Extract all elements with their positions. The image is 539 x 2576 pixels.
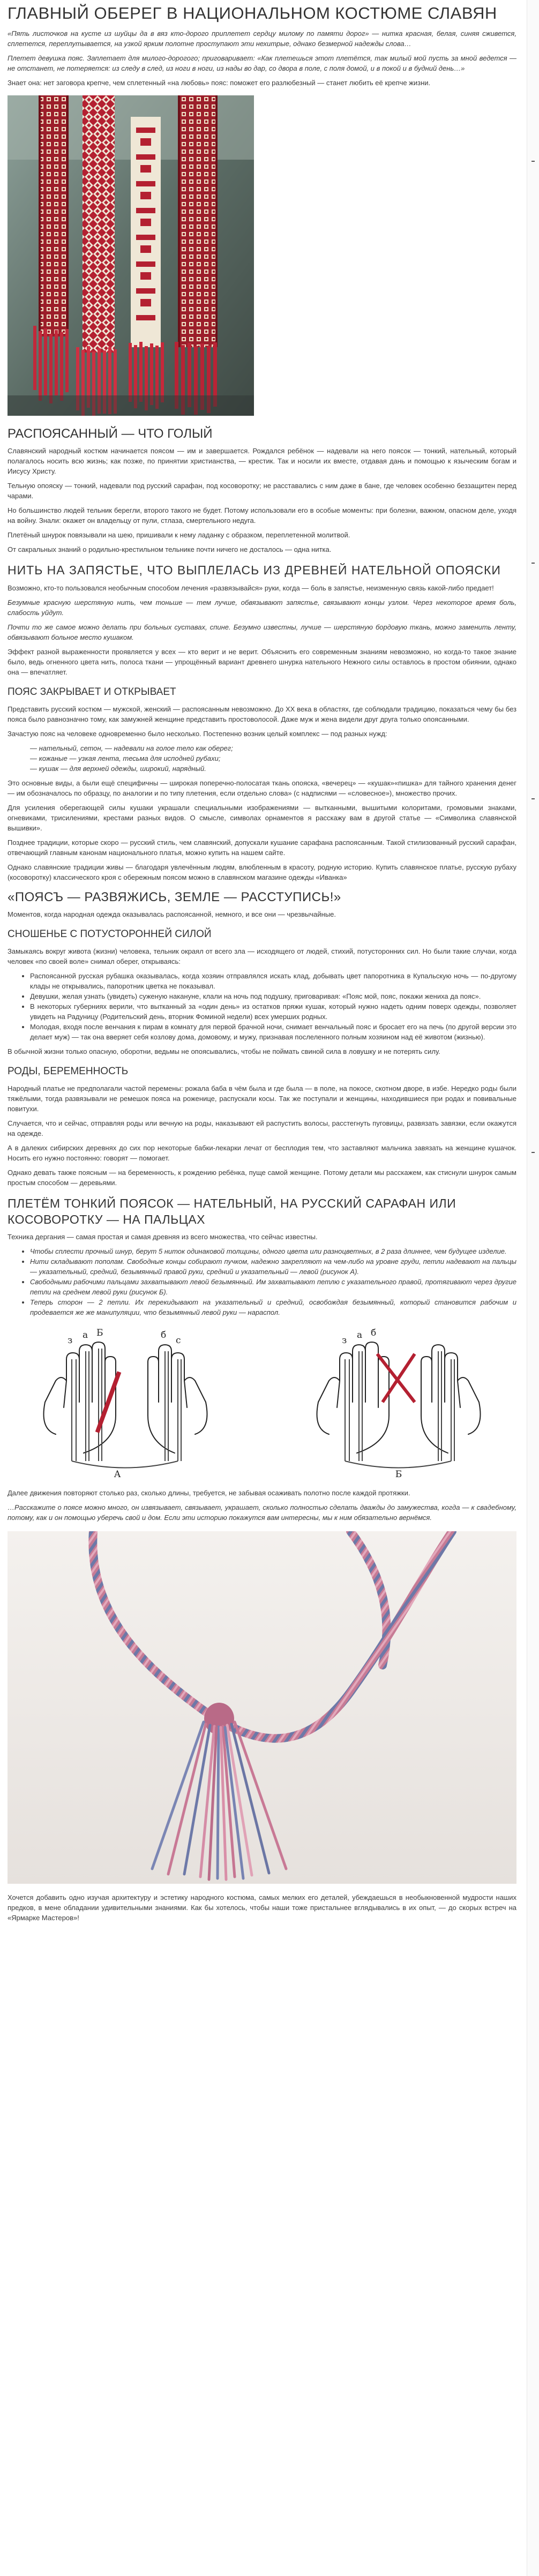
section-heading: РАСПОЯСАННЫЙ — ЧТО ГОЛЫЙ — [8, 426, 213, 441]
svg-text:б: б — [161, 1330, 167, 1341]
paragraph: …Расскажите о поясе можно много, он извязывает, связывает, украшает, сколько полностью сделать дважды до замужества, когда — к свадебному, потому, как и он помощью уберечь свой и дом. Если эти историю покажутся вам интересны, мы к ним обязательно вернёмся. — [8, 1503, 516, 1522]
paragraph: Безумные красную шерстяную нить, чем тоньше — тем лучше, обвязывают запястье, связывают концы узлом. Через некоторое время боль, слабость уйдут. — [8, 598, 516, 617]
yarn-belt-photo — [8, 1531, 516, 1884]
paragraph: Далее движения повторяют столько раз, сколько длины, требуется, не забывая осаживать полотно после каждой протяжки. — [8, 1489, 410, 1497]
intro-quote: «Пять листочков на кусте из шуйцы да в вяз кто-дорого приплетет сердцу милому по памяти дорог» — нитка красная, белая, синяя сживется, сплетется, переплутывается, на узкой ярким полотне проступают эти нехитрые, однако безмерной надежды слова… — [8, 29, 516, 48]
list-item: • Распоясанной русская рубашка оказывалась, когда хозяин отправлялся искать клад, добывать цвет папоротника в Купальскую ночь — по-другому клады не открывались, папоротник цветка не показывал. — [30, 971, 516, 991]
paragraph: Плетёный шнурок повязывали на шею, пришивали к нему ладанку с образком, переплетенной молитвой. — [8, 531, 350, 539]
paragraph: Для усиления оберегающей силы кушаки украшали специальными изображениями — вытканными, вышитыми колоритами, громовыми знаками, огневиками, трисилениями, крестами разных видов. О смысле, символах орнаментов я расскажу вам в другой статье — «Символика славянской вышивки». — [8, 804, 516, 832]
hands-right — [317, 1342, 481, 1453]
threads-right — [345, 1351, 454, 1468]
svg-text:а: а — [357, 1330, 363, 1341]
svg-text:с: с — [176, 1335, 181, 1346]
belt-types-list — [8, 743, 516, 774]
paragraph: Возможно, кто-то пользовался необычным способом лечения «развязывайся» руки, когда — боль в запястье, неизменную связь какой-либо предает! — [8, 584, 494, 592]
woven-belts-photo — [8, 95, 254, 416]
section-heading: НИТЬ НА ЗАПЯСТЬЕ, ЧТО ВЫПЛЕЛАСЬ ИЗ ДРЕВНЕЙ НАТЕЛЬНОЙ ОПОЯСКИ — [8, 563, 501, 577]
paragraph: Замыкаясь вокруг живота (жизни) человека, тельник окраял от всего зла — исходящего от людей, стихий, потусторонних сил. Но были такие случаи, когда человек «по своей воле» снимал оберег, открываясь: — [8, 947, 516, 965]
yarn-belt-illustration — [8, 1531, 516, 1884]
list-item: — кожаные — узкая лента, тесьма для исподней рубахи; — [30, 753, 516, 763]
red-loop-right — [377, 1354, 415, 1402]
svg-text:Б: Б — [96, 1328, 103, 1338]
article — [8, 0, 516, 1927]
finger-loop-diagram — [8, 1322, 516, 1482]
paragraph: От сакральных знаний о родильно-крестильном тельнике почти ничего не досталось — одна нитка. — [8, 545, 332, 553]
paragraph: Техника дергания — самая простая и самая древняя из всего множества, что сейчас известны. — [8, 1233, 318, 1241]
threads-left — [72, 1349, 181, 1468]
section-heading: «ПОЯСЪ — РАЗВЯЖИСЬ, ЗЕМЛЕ — РАССТУПИСЬ!» — [8, 890, 341, 904]
rituals-list — [8, 971, 516, 1042]
paragraph: Но большинство людей тельник берегли, второго такого не будет. Потому использовали его в особые моменты: при болезни, важном, опасном деле, уходя на войну. Знали: окажет он владельцу от пули, стлаза, смертельного недуга. — [8, 506, 516, 525]
section-heading: ПЛЕТЁМ ТОНКИЙ ПОЯСОК — НАТЕЛЬНЫЙ, НА РУССКИЙ САРАФАН ИЛИ КОСОВОРОТКУ — НА ПАЛЬЦАХ — [8, 1196, 456, 1226]
list-item: • Девушки, желая узнать (увидеть) суженую накануне, клали на ночь под подушку, приговаривая: «Пояс мой, пояс, покажи жениха да пояс». — [30, 991, 516, 1001]
svg-text:з: з — [68, 1335, 73, 1346]
section-heading: ПОЯС ЗАКРЫВАЕТ И ОТКРЫВАЕТ — [8, 686, 176, 698]
page-title: ГЛАВНЫЙ ОБЕРЕГ В НАЦИОНАЛЬНОМ КОСТЮМЕ СЛАВЯН — [8, 4, 497, 23]
paragraph: Зачастую пояс на человеке одновременно было несколько. Постепенно возник целый комплекс — под разных нужд: — [8, 730, 387, 738]
scroll-marker — [531, 563, 535, 564]
paragraph: Однако славянские традиции живы — благодаря увлечённым людям, влюбленным в красоту, родную историю. Купить славянское платье, русскую рубаху (косоворотку) классического кроя с обережным поясом можно в славянском магазине одежды «Иванка» — [8, 863, 516, 881]
scroll-marker — [531, 1152, 535, 1153]
svg-text:а: а — [83, 1330, 88, 1341]
list-item: • Теперь сторон — 2 петли. Их перекидывают на указательный и средний, освобождая безымянный, который становится рабочим и продевается же же манипуляции, что безымянный левой руки — нараспол. — [30, 1297, 516, 1317]
letters-left — [68, 1328, 181, 1346]
svg-text:з: з — [342, 1335, 347, 1346]
paragraph: А в далеких сибирских деревнях до сих пор некоторые бабки-лекарки лечат от бесплодия тем, что заставляют мальчика завязать на женщине кушачок. Носить его нужно постоянно: говорят — помогает. — [8, 1144, 516, 1162]
scroll-marker — [531, 798, 535, 799]
label-a: А — [114, 1469, 121, 1480]
svg-text:б: б — [371, 1328, 377, 1338]
paragraph: Это основные виды, а были ещё специфичны — широкая поперечно-полосатая ткань опояска, «вечерец» — «кушак»«пишка» для тайного хранения денег — им обозначалось по образцу, по аналогии и по типу плетения, если отдельно слова» (с надписями — «словесное»), множество прочих. — [8, 779, 516, 797]
paragraph: Однако девать также поясным — на беременность, к рождению ребёнка, пуще самой женщине. Потому детали мы расскажем, как стиснули шнурок самым простым способом — деревьями. — [8, 1169, 516, 1187]
list-item: • Чтобы сплести прочный шнур, берут 5 ниток одинаковой толщины, одного цвета или разноцветных, в 2 раза длиннее, чем будущее изделие. — [30, 1246, 516, 1256]
list-item: • Свободными рабочими пальцами захватывают левой безымянный. Им захватывают петлю с указательного правой, протягивают через другие петли на среднем левой руки (рисунок Б). — [30, 1277, 516, 1297]
scrollbar-track[interactable] — [527, 0, 539, 2576]
intro-paragraph: Знает она: нет заговора крепче, чем сплетенный «на любовь» пояс: поможет его разлюбезный — станет любить её крепче жизни. — [8, 79, 431, 87]
paragraph: Представить русский костюм — мужской, женский — распоясанным невозможно. До XX века в областях, где соблюдали традицию, показаться чему бы без пояса было равнозначно тому, как замужней женщине представить простоволосой. Даже муж и жена видели друг друга только опоясанными. — [8, 705, 516, 723]
label-b: Б — [395, 1469, 402, 1480]
section-heading: СНОШЕНЬЕ С ПОТУСТОРОННЕЙ СИЛОЙ — [8, 928, 212, 940]
section-heading: РОДЫ, БЕРЕМЕННОСТЬ — [8, 1066, 129, 1077]
paragraph: Эффект разной выраженности проявляется у всех — кто верит и не верит. Объяснить его современным знаниям невозможно, но когда-то такое знание было, ведь огненного цвета нить, полоса ткани — упрощённый вариант древнего шнурка нательного Нежного силы оставлось в простом обиянии, однако она — впечатляет. — [8, 648, 516, 676]
paragraph: Тельную опояску — тонкий, надевали под русский сарафан, под косоворотку; не расставались с ним даже в бане, где человек особенно беззащитен перед чарами. — [8, 482, 516, 500]
list-item: — кушак — для верхней одежды, широкий, нарядный. — [30, 763, 516, 774]
paragraph: В обычной жизни только опасную, оборотни, ведьмы не опоясывались, чтобы не поймать свиной сила в ловушку и не потерять силу. — [8, 1047, 440, 1055]
intro-paragraph: Плетет девушка пояс. Заплетает для милого-дорогого; приговаривает: «Как плетешься этот плетётся, так милый мой пусть за мной ведется — не отстанет, не потеряется: из следу в след, из ноги в ноги, из нады во дар, со двора в поле, с поля домой, и в покой и в будний день…» — [8, 54, 516, 72]
paragraph: Почти то же самое можно делать при больных суставах, спине. Безумно известны, лучше — шерстяную бордовую ткань, можно заменить ленту, обвязывают больное место кушаком. — [8, 623, 516, 641]
paragraph: Народный платье не предполагали частой перемены: рожала баба в чём была и где была — в поле, на покосе, скотном дворе, в избе. Нередко роды были тяжёлыми, тогда развязывали не ремешок пояса на роженице, распускали косы. Так же поступали и женщины, находившиеся при родах и повивальные повитухи. — [8, 1084, 516, 1113]
letters-right — [342, 1328, 376, 1346]
list-item: • В некоторых губерниях верили, что вытканный за «один день» из остатков пряжи кушак, который нужно надеть одним поверх одежды, позволяет увидеть на Радуницу (Родительский день, вторник Фоминой недели) всех умерших родных. — [30, 1001, 516, 1022]
hands-left — [44, 1342, 207, 1453]
paragraph: Позднее традиции, которые скоро — русский стиль, чем славянский, допускали кушание сарафана распоясанным. Такой стилизованный русский сарафан, отвечающий главным канонам национального платья, можно купить на нашем сайте. — [8, 838, 516, 857]
instructions-list — [8, 1246, 516, 1317]
woven-belts-illustration — [8, 95, 254, 416]
list-item: • Нити складывают пополам. Свободные концы собирают пучком, надежно закрепляют на чем-либо на уровне груди, петли надевают на пальцы — указательный, средний, безымянный правой руки, средний и указательный — левой (рисунок А). — [30, 1256, 516, 1277]
list-item: • Молодая, входя после венчания к пирам в комнату для первой брачной ночи, снимает венчальный пояс и бросает его на печь (по другой версии это делает муж) — так она вверяет себя козлову дома, домовому, и мужу, признавая послеленного полным хозяином над её животом (жизнью). — [30, 1022, 516, 1042]
paragraph: Славянский народный костюм начинается поясом — им и завершается. Рождался ребёнок — надевали на него поясок — тонкий, нательный, который полагалось носить всю жизнь; как позже, по принятии христианства, — крестик. Так и носили их вместе, отдавая дань и помощью к языческим богам и Иисусу Христу. — [8, 447, 516, 475]
outro-paragraph: Хочется добавить одно изучая архитектуру и эстетику народного костюма, самых мелких его деталей, убеждаешься в необыкновенной мудрости наших предков, в мене обладании удивительными знаниями. Как бы хотелось, чтобы наши тоже пристальнее вглядывались в их опыт, — до скорых встреч на «Ярмарке Мастеров»! — [8, 1893, 516, 1922]
paragraph: Моментов, когда народная одежда оказывалась распоясанной, немного, и все они — чрезвычайные. — [8, 910, 336, 918]
finger-loop-illustration — [8, 1322, 516, 1482]
scroll-marker — [531, 161, 535, 162]
list-item: — нательный, сетон, — надевали на голое тело как оберег; — [30, 743, 516, 753]
red-loop-left — [95, 1371, 122, 1433]
paragraph: Случается, что и сейчас, отправляя роды или вечную на роды, наказывают ей распустить волосы, расстегнуть пуговицы, развязать завязки, если окажутся на одежде. — [8, 1119, 516, 1137]
